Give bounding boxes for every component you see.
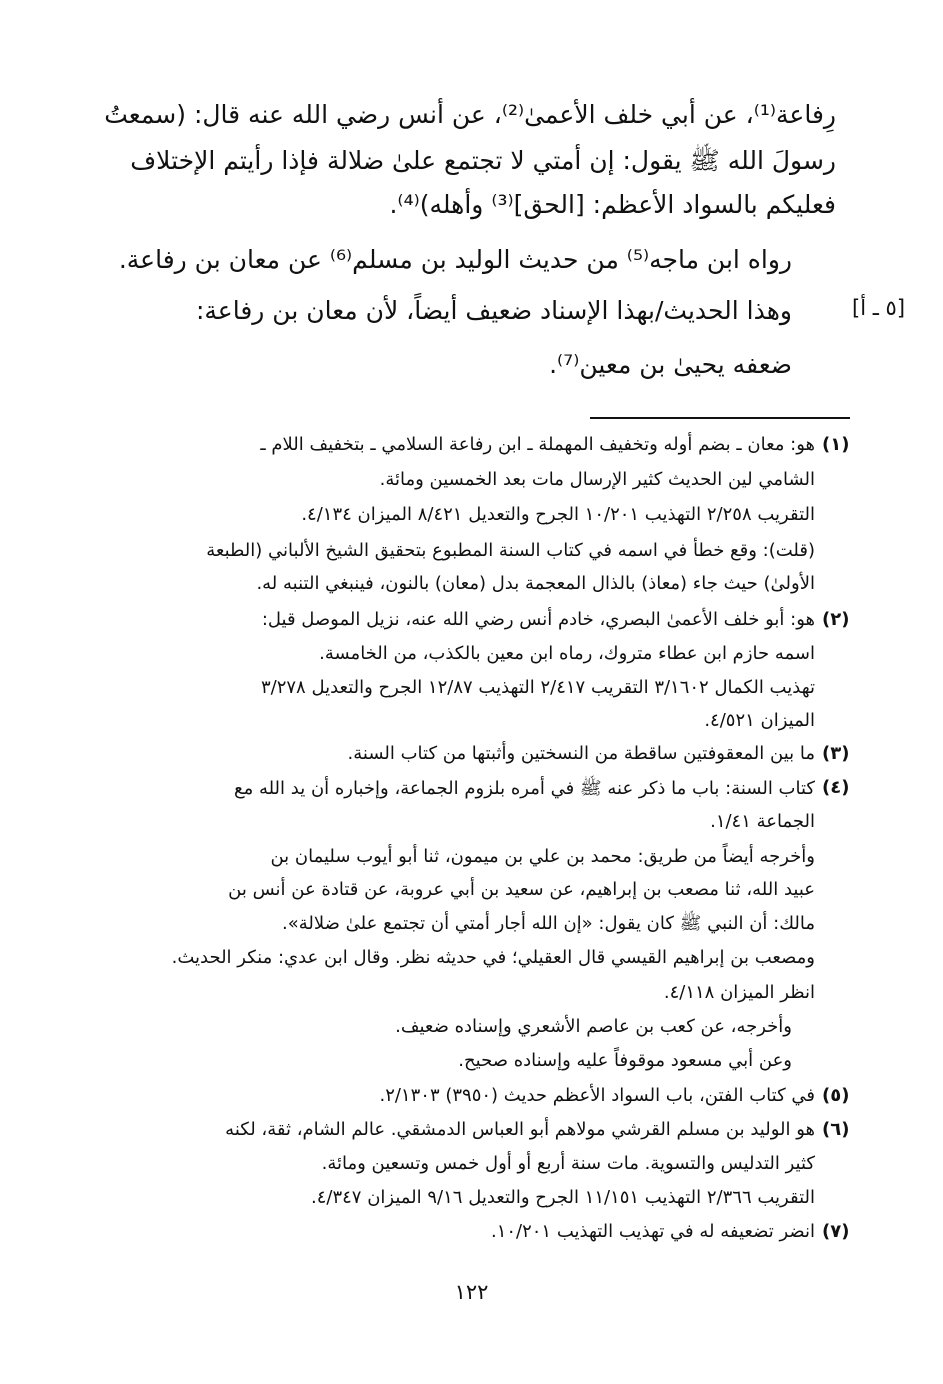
- footnote-line: ومصعب بن إبراهيم القيسي قال العقيلي؛ في حديثه نظر. وقال ابن عدي: منكر الحديث.: [171, 947, 815, 968]
- footnote-line: هو الوليد بن مسلم القرشي مولاهم أبو العباس الدمشقي. عالم الشام، ثقة، لكنه: [225, 1119, 815, 1140]
- footnote-line: تهذيب الكمال ٣/١٦٠٢ التقريب ٢/٤١٧ التهذيب ١٢/٨٧ الجرح والتعديل ٣/٢٧٨: [260, 677, 815, 698]
- main-text-line: ضعفه يحيىٰ بن معين⁽⁷⁾.: [549, 350, 792, 379]
- footnote-number: (١): [822, 434, 850, 455]
- footnote-line: انظر الميزان ٤/١١٨.: [663, 982, 815, 1003]
- footnote-line: هو: معان ـ بضم أوله وتخفيف المهملة ـ ابن رفاعة السلامي ـ بتخفيف اللام ـ: [260, 434, 815, 455]
- footnote-line: انضر تضعيفه له في تهذيب التهذيب ١٠/٢٠١.: [490, 1221, 815, 1242]
- footnote-line: عبيد الله، ثنا مصعب بن إبراهيم، عن سعيد بن أبي عروبة، عن قتادة عن أنس بن: [228, 879, 815, 900]
- footnote-line: كثير التدليس والتسوية. مات سنة أربع أو أول خمس وتسعين ومائة.: [321, 1153, 815, 1174]
- main-text-line: وهذا الحديث/بهذا الإسناد ضعيف أيضاً، لأن معان بن رفاعة:: [195, 296, 792, 325]
- footnote-line: (قلت): وقع خطأ في اسمه في كتاب السنة المطبوع بتحقيق الشيخ الألباني (الطبعة: [206, 540, 815, 561]
- footnote-line: وأخرجه، عن كعب بن عاصم الأشعري وإسناده ضعيف.: [395, 1016, 792, 1037]
- footnote-line: في كتاب الفتن، باب السواد الأعظم حديث (٣٩٥٠) ٢/١٣٠٣.: [379, 1085, 815, 1106]
- footnote-line: وعن أبي مسعود موقوفاً عليه وإسناده صحيح.: [458, 1050, 792, 1071]
- main-text-line: رواه ابن ماجه⁽⁵⁾ من حديث الوليد بن مسلم⁽⁶⁾ عن معان بن رفاعة.: [118, 245, 792, 274]
- footnote-line: الأولىٰ) حيث جاء (معاذ) بالذال المعجمة بدل (معان) بالنون، فينبغي التنبه له.: [256, 573, 815, 594]
- footnote-line: مالك: أن النبي ﷺ كان يقول: «إن الله أجار أمتي أن تجتمع علىٰ ضلالة».: [282, 913, 815, 934]
- footnote-number: (٢): [822, 609, 850, 630]
- footnote-number: (٣): [822, 743, 850, 764]
- footnote-number: (٦): [822, 1119, 850, 1140]
- footnote-line: التقريب ٢/٢٥٨ التهذيب ١٠/٢٠١ الجرح والتعديل ٨/٤٢١ الميزان ٤/١٣٤.: [301, 504, 815, 525]
- footnote-line: الجماعة ١/٤١.: [710, 811, 815, 832]
- footnote-number: (٥): [822, 1085, 850, 1106]
- page-number: ١٢٢: [454, 1280, 489, 1304]
- footnote-number: (٤): [822, 777, 850, 798]
- main-text-line: رِفاعة⁽¹⁾، عن أبي خلف الأعمىٰ⁽²⁾، عن أنس رضي الله عنه قال: (سمعتُ: [104, 100, 836, 129]
- footnote-line: هو: أبو خلف الأعمىٰ البصري، خادم أنس رضي الله عنه، نزيل الموصل قيل:: [261, 609, 815, 630]
- main-text-line: فعليكم بالسواد الأعظم: [الحق]⁽³⁾ وأهله)⁽⁴⁾.: [389, 190, 836, 219]
- footnote-line: التقريب ٢/٣٦٦ التهذيب ١١/١٥١ الجرح والتعديل ٩/١٦ الميزان ٤/٣٤٧.: [310, 1187, 815, 1208]
- main-text-line: رسولَ الله ﷺ يقول: إن أمتي لا تجتمع علىٰ ضلالة فإذا رأيتم الإختلاف: [130, 146, 836, 175]
- footnote-line: الشامي لين الحديث كثير الإرسال مات بعد الخمسين ومائة.: [379, 469, 815, 490]
- footnote-line: ما بين المعقوفتين ساقطة من النسختين وأثبتها من كتاب السنة.: [347, 743, 815, 764]
- footnote-line: كتاب السنة: باب ما ذكر عنه ﷺ في أمره بلزوم الجماعة، وإخباره أن يد الله مع: [234, 778, 815, 799]
- footnote-number: (٧): [822, 1221, 850, 1242]
- footnote-line: الميزان ٤/٥٢١.: [704, 710, 815, 731]
- side-marker: [٥ ـ أ]: [852, 296, 906, 320]
- footnote-line: وأخرجه أيضاً من طريق: محمد بن علي بن ميمون، ثنا أبو أيوب سليمان بن: [270, 846, 815, 867]
- footnote-line: اسمه حازم ابن عطاء متروك، رماه ابن معين بالكذب، من الخامسة.: [319, 643, 815, 664]
- footnote-separator: [590, 417, 850, 419]
